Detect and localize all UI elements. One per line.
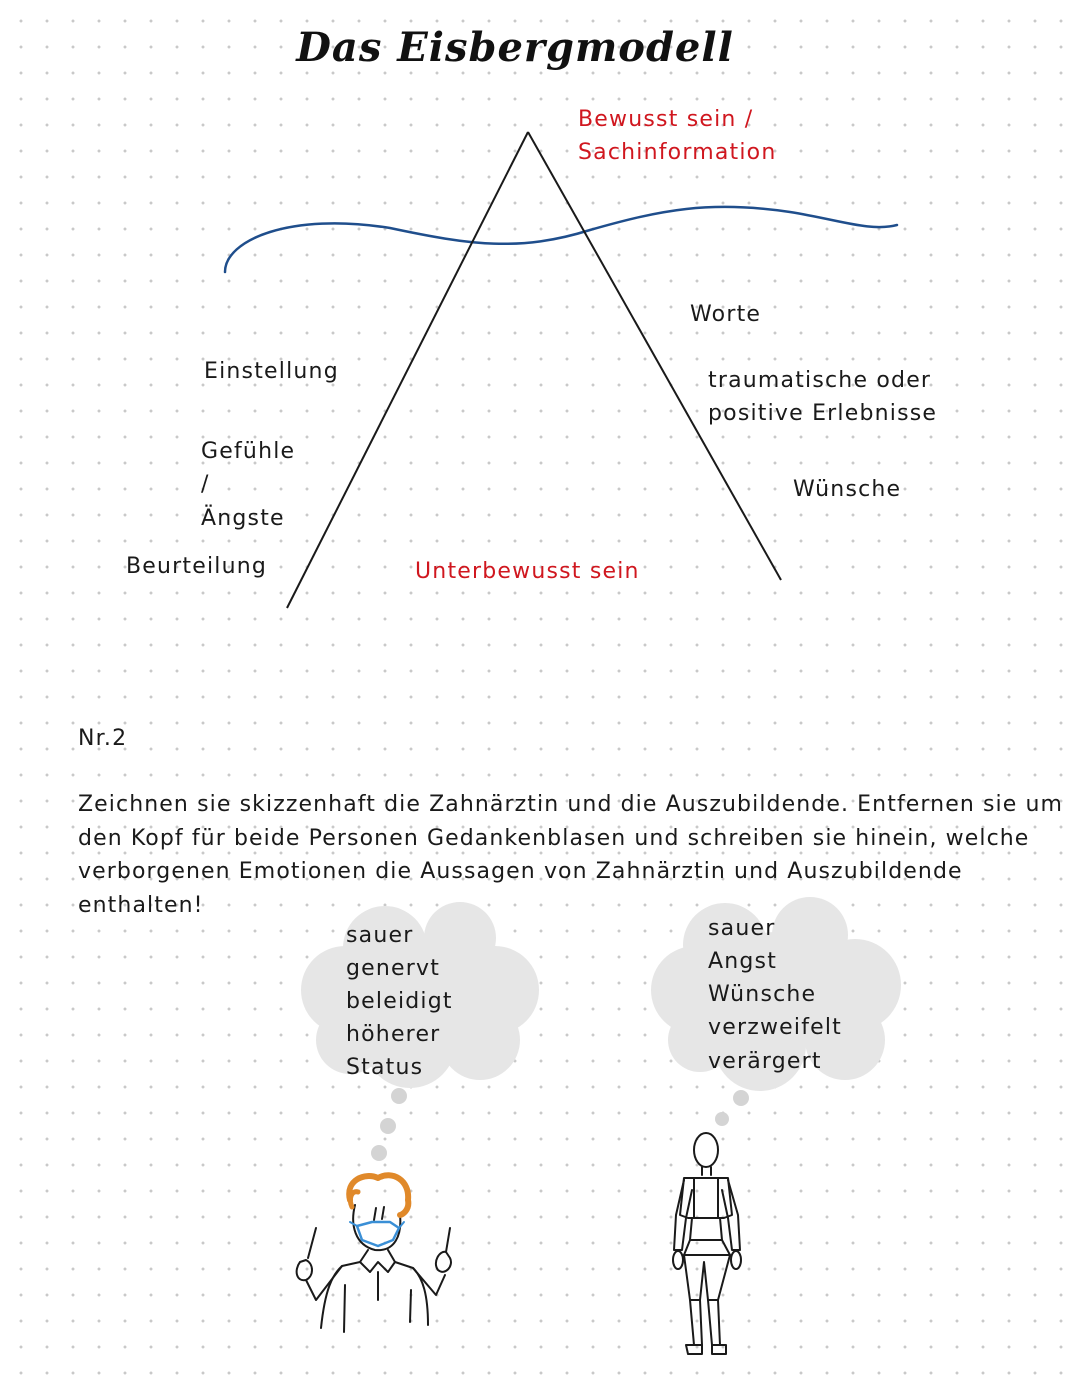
label-conscious-line1: Bewusst sein / bbox=[578, 107, 754, 132]
dentist-figure-icon bbox=[297, 1175, 451, 1332]
label-gefuehle: Gefühle bbox=[201, 439, 296, 464]
task-line: Zeichnen sie skizzenhaft die Zahnärztin und die Auszubildende. Entfernen sie um bbox=[78, 792, 1064, 817]
bubble-left-item: Status bbox=[346, 1055, 424, 1080]
task-line: enthalten! bbox=[78, 892, 204, 918]
label-slash: / bbox=[201, 472, 210, 497]
label-erlebnisse-line2: positive Erlebnisse bbox=[708, 401, 938, 426]
label-subconscious: Unterbewusst sein bbox=[415, 559, 640, 584]
mannequin-figure-icon bbox=[673, 1133, 741, 1354]
task-number: Nr.2 bbox=[78, 726, 128, 751]
label-conscious-line2: Sachinformation bbox=[578, 140, 777, 165]
task-instructions bbox=[78, 788, 1064, 922]
bubble-left-item: sauer bbox=[346, 923, 414, 948]
bubble-right-item: Wünsche bbox=[708, 982, 817, 1007]
thought-bubble-right-trail bbox=[715, 1090, 749, 1126]
page-title: Das Eisbergmodell bbox=[296, 24, 734, 71]
task-line: verborgenen Emotionen die Aussagen von Zahnärztin und Auszubildende bbox=[78, 859, 963, 884]
iceberg-right-edge bbox=[528, 132, 781, 580]
bubble-right-item: verzweifelt bbox=[708, 1015, 843, 1040]
bubble-right-item: verärgert bbox=[708, 1049, 822, 1074]
label-beurteilung: Beurteilung bbox=[126, 554, 268, 579]
bubble-left-item: höherer bbox=[346, 1022, 441, 1047]
label-einstellung: Einstellung bbox=[204, 359, 339, 384]
label-aengste: Ängste bbox=[201, 506, 285, 531]
label-worte: Worte bbox=[690, 302, 762, 327]
label-wuensche: Wünsche bbox=[793, 477, 902, 502]
bubble-right-item: sauer bbox=[708, 916, 776, 941]
bubble-right-item: Angst bbox=[708, 949, 778, 974]
bubble-left-item: beleidigt bbox=[346, 989, 453, 1014]
label-erlebnisse-line1: traumatische oder bbox=[708, 368, 932, 393]
task-line: den Kopf für beide Personen Gedankenblasen und schreiben sie hinein, welche bbox=[78, 825, 1030, 851]
water-line bbox=[225, 207, 897, 272]
thought-bubble-left-trail bbox=[371, 1088, 407, 1161]
bubble-left-item: genervt bbox=[346, 956, 441, 981]
